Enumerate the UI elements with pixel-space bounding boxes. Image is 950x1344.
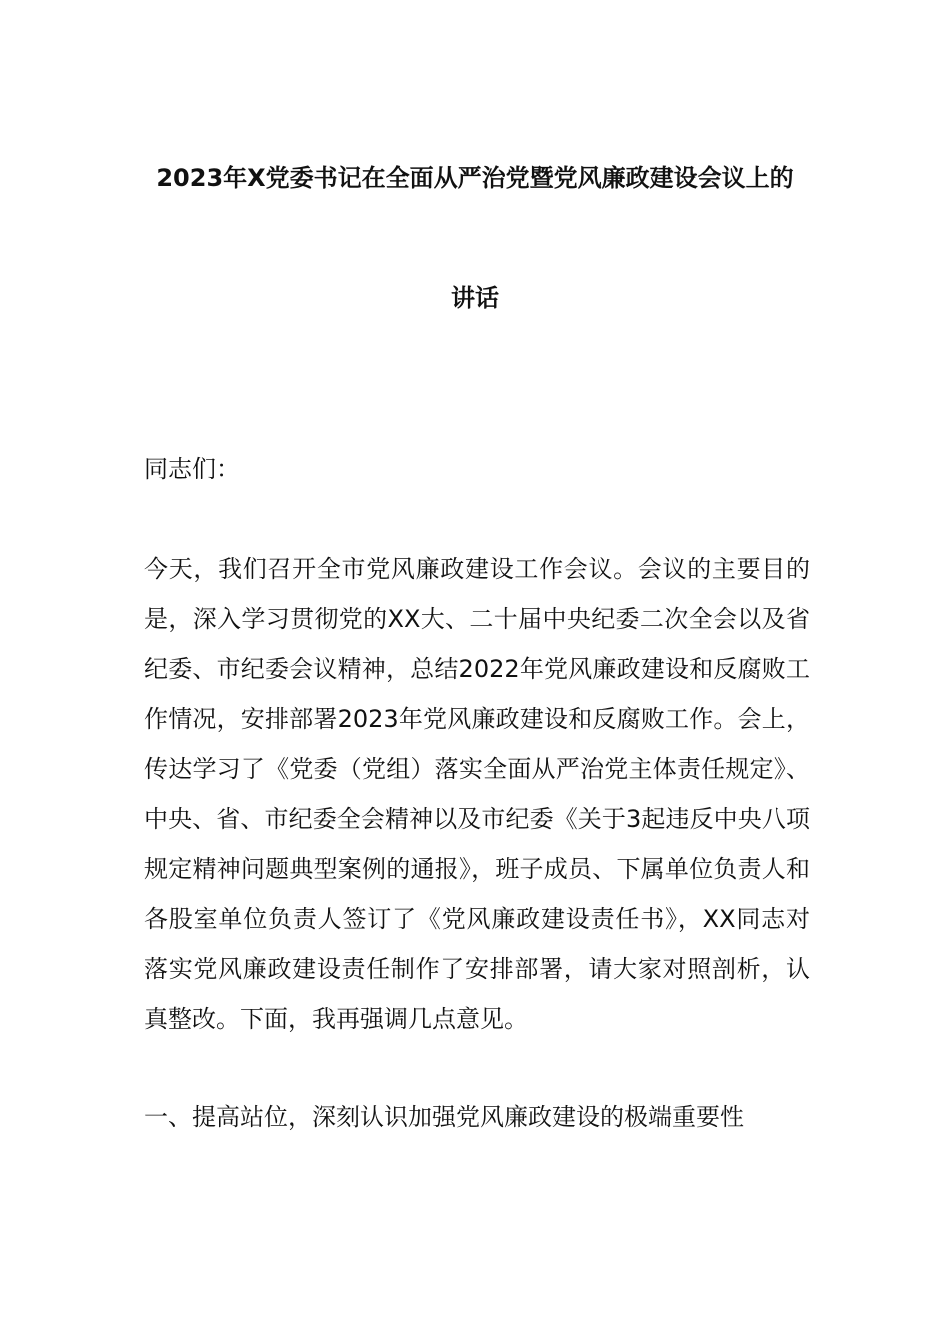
section-heading-1: 一、提高站位，深刻认识加强党风廉政建设的极端重要性 xyxy=(144,1103,744,1131)
document-title-line-1: 2023年X党委书记在全面从严治党暨党风廉政建设会议上的 xyxy=(156,164,794,192)
greeting: 同志们： xyxy=(144,455,240,483)
document-title-line-2: 讲话 xyxy=(451,284,499,312)
body-paragraph: 今天，我们召开全市党风廉政建设工作会议。会议的主要目的是，深入学习贯彻党的XX大、二十届中央纪委二次全会以及省纪委、市纪委会议精神，总结2022年党风廉政建设和反腐败工作情况，安排部署2023年党风廉政建设和反腐败工作。会上，传达学习了《党委（党组）落实全面从严治党主体责任规定》、中央、省、市纪委全会精神以及市纪委《关于3起违反中央八项规定精神问题典型案例的通报》，班子成员、下属单位负责人和各股室单位负责人签订了《党风廉政建设责任书》，XX同志对落实党风廉政建设责任制作了安排部署，请大家对照剖析，认真整改。下面，我再强调几点意见。 xyxy=(144,555,810,1033)
